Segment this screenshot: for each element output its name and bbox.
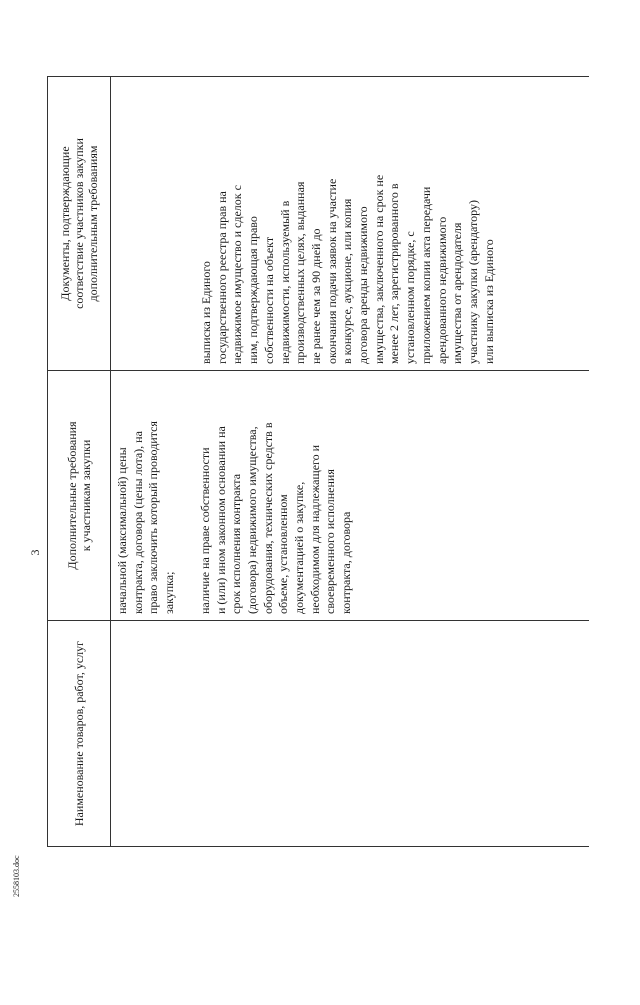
page-number: 3 — [28, 549, 42, 556]
cell-additional-requirements — [111, 371, 590, 621]
cell-goods-name — [111, 621, 590, 847]
header-additional-requirements: Дополнительные требования к участникам закупки — [48, 371, 111, 621]
requirement-paragraph-2: наличие на праве собственности и (или) ином законном основании на срок исполнения контракта (договора) недвижимого имущества, оборудования, технических средств в объеме, установленном документацией о закупке, необходимом для надлежащего и своевременного исполнения контракта, договора — [197, 422, 354, 614]
header-goods-name: Наименование товаров, работ, услуг — [48, 621, 111, 847]
table-row — [111, 77, 590, 847]
requirement-paragraph-1: начальной (максимальной) цены контракта, договора (цены лота), на право заключить который проводится закупка; — [115, 421, 177, 614]
cell-confirming-documents — [111, 77, 590, 371]
file-name-footer: 2558103.doc — [12, 855, 21, 897]
document-paragraph-1: выписка из Единого государственного реестра прав на недвижимое имущество и сделок с ним, подтверждающая право собственности на объект недвижимости, используемый в производственных целях, выданная не ранее чем за 90 дней до окончания подачи заявок на участие в конкурсе, аукционе, или копия договора аренды недвижимого имущества, заключенного на срок не менее 2 лет, зарегистрированного в установленном порядке, с приложением копии акта передачи арендованного недвижимого имущества от арендодателя участнику закупки (арендатору) или выписка из Единого — [199, 174, 496, 364]
header-confirming-documents: Документы, подтверждающие соответствие участников закупки дополнительным требованиям — [48, 77, 111, 371]
table-header-row — [48, 77, 111, 847]
requirements-table — [47, 76, 589, 847]
